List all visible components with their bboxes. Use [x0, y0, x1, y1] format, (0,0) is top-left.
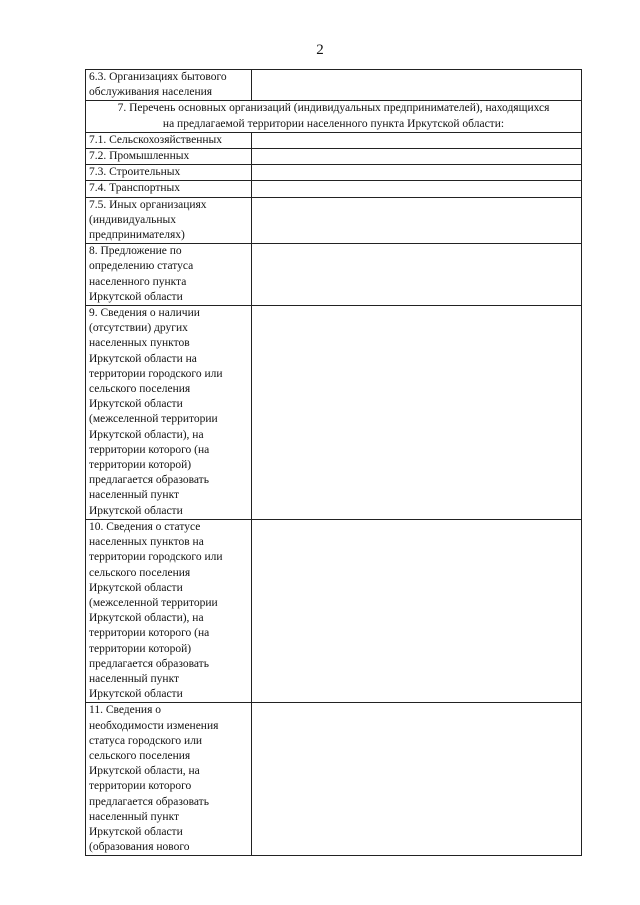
table-row — [86, 519, 582, 702]
row-label-8: 8. Предложение по определению статуса населенного пункта Иркутской области — [86, 244, 252, 306]
form-table — [85, 69, 582, 856]
table-row — [86, 244, 582, 306]
row-label-7-1: 7.1. Сельскохозяйственных — [86, 132, 252, 148]
row-label-6-3: 6.3. Организациях бытового обслуживания населения — [86, 70, 252, 101]
page-number: 2 — [316, 42, 324, 58]
table-row — [86, 132, 582, 148]
row-label-11: 11. Сведения о необходимости изменения статуса городского или сельского поселения Иркутской области, на территории которого предлагается образовать населенный пункт Иркутской области (образования нового — [86, 703, 252, 856]
row-value-7-3 — [252, 165, 582, 181]
row-value-7-1 — [252, 132, 582, 148]
row-label-7-5: 7.5. Иных организациях (индивидуальных предпринимателях) — [86, 197, 252, 244]
table-row — [86, 197, 582, 244]
table-row — [86, 101, 582, 132]
row-label-10: 10. Сведения о статусе населенных пунктов на территории городского или сельского поселения Иркутской области (межселенной территории Иркутской области), на территории которого (на территории которой) предлагается образовать населенный пункт Иркутской области — [86, 519, 252, 702]
table-row — [86, 165, 582, 181]
row-label-7-2: 7.2. Промышленных — [86, 149, 252, 165]
row-value-6-3 — [252, 70, 582, 101]
table-row — [86, 306, 582, 520]
row-value-7-4 — [252, 181, 582, 197]
row-label-7-4: 7.4. Транспортных — [86, 181, 252, 197]
row-value-10 — [252, 519, 582, 702]
table-row — [86, 149, 582, 165]
row-label-9: 9. Сведения о наличии (отсутствии) других населенных пунктов Иркутской области на территории городского или сельского поселения Иркутской области (межселенной территории Иркутской области), на территории которого (на территории которой) предлагается образовать населенный пункт Иркутской области — [86, 306, 252, 520]
row-value-9 — [252, 306, 582, 520]
table-row — [86, 70, 582, 101]
row-label-7-3: 7.3. Строительных — [86, 165, 252, 181]
section-heading-7: 7. Перечень основных организаций (индивидуальных предпринимателей), находящихся на предлагаемой территории населенного пункта Иркутской области: — [86, 101, 582, 132]
row-value-11 — [252, 703, 582, 856]
row-value-7-2 — [252, 149, 582, 165]
table-row — [86, 703, 582, 856]
row-value-7-5 — [252, 197, 582, 244]
table-row — [86, 181, 582, 197]
row-value-8 — [252, 244, 582, 306]
